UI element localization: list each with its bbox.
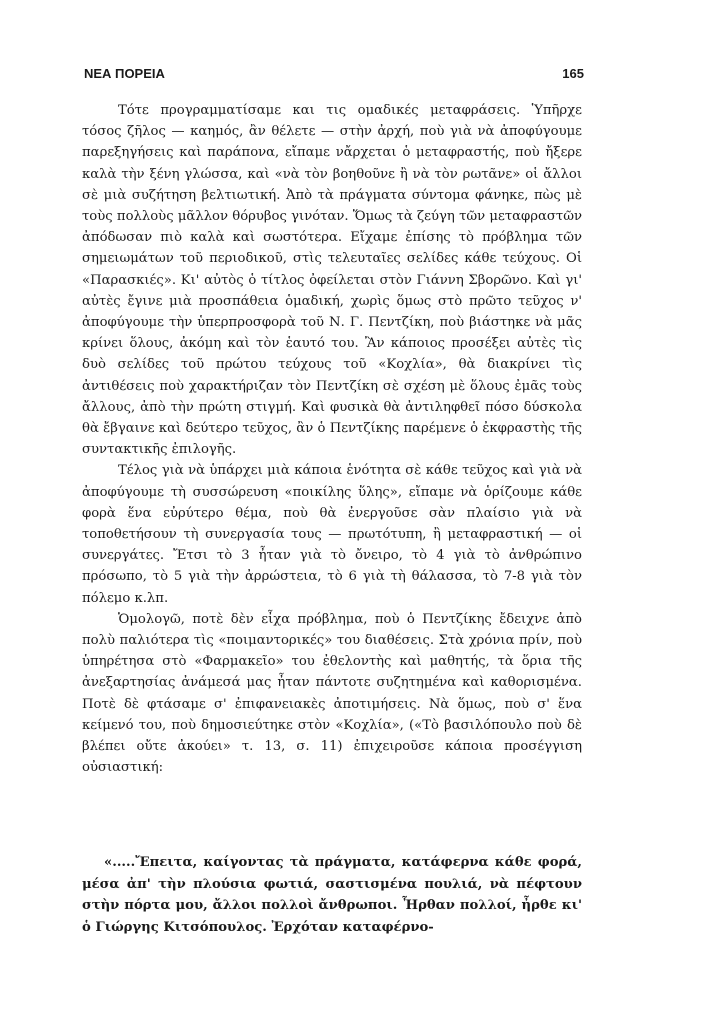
paragraph: Τέλος γιὰ νὰ ὑπάρχει μιὰ κάποια ἑνότητα σὲ κάθε τεῦχος καὶ γιὰ νὰ ἀποφύγουμε τὴ συσσώρευση «ποικίλης ὕλης», εἴπαμε νὰ ὁρίζουμε κάθε φορὰ ἕνα εὐρύτερο θέμα, ποὺ θὰ ἐνεργοῦσε σὰν πλαίσιο γιὰ νὰ τοποθετήσουν τὴ συνεργασία τους — πρωτότυπη, ἢ μεταφραστική — οἱ συνεργάτες. Ἔτσι τὸ 3 ἦταν γιὰ τὸ ὄνειρο, τὸ 4 γιὰ τὸ ἀνθρώπινο πρόσωπο, τὸ 5 γιὰ τὴν ἀρρώστεια, τὸ 6 γιὰ τὴ θάλασσα, τὸ 7-8 γιὰ τὸν πόλεμο κ.λπ. <box>82 463 582 606</box>
quote-text: «.....Ἔπειτα, καίγοντας τὰ πράγματα, κατάφερνα κάθε φορά, μέσα ἀπ' τὴν πλούσια φωτιά, σαστισμένα πουλιά, νὰ πέφτουν στὴν πόρτα μου, ἄλλοι πολλοὶ ἄνθρωποι. Ἦρθαν πολλοί, ἦρθε κι' ὁ Γιώργης Κιτσόπουλος. Ἐρχόταν καταφέρνο- <box>82 855 582 935</box>
journal-title: ΝΕΑ ΠΟΡΕΙΑ <box>84 66 165 81</box>
paragraph: Τότε προγραμματίσαμε και τις ομαδικές μεταφράσεις. Ὑπῆρχε τόσος ζῆλος — καημός, ἂν θέλετε — στὴν ἀρχή, ποὺ γιὰ νὰ ἀποφύγουμε παρεξηγήσεις καὶ παράπονα, εἴπαμε νἄρχεται ὁ μεταφραστής, ποὺ ἤξερε καλὰ τὴν ξένη γλώσσα, καὶ «νὰ τὸν βοηθοῦνε ἢ νὰ τὸν ρωτᾶνε» οἱ ἄλλοι σὲ μιὰ συζήτηση βελτιωτική. Ἀπὸ τὰ πράγματα σύντομα φάνηκε, πὼς μὲ τοὺς πολλοὺς μᾶλλον θόρυβος γινόταν. Ὅμως τὰ ζεύγη τῶν μεταφραστῶν ἀπόδωσαν πιὸ καλὰ καὶ σωστότερα. Εἴχαμε ἐπίσης τὸ πρόβλημα τῶν σημειωμάτων τοῦ περιοδικοῦ, στὶς τελευταῖες σελίδες κάθε τεύχους. Οἱ «Παρασκιές». Κι' αὐτὸς ὁ τίτλος ὀφείλεται στὸν Γιάννη Σβορῶνο. Καὶ γι' αὐτὲς ἔγινε μιὰ προσπάθεια ὁμαδική, χωρὶς ὅμως στὸ πρῶτο τεῦχος ν' ἀποφύγουμε τὴν ὑπερπροσφορὰ τοῦ Ν. Γ. Πεντζίκη, ποὺ βιάστηκε νὰ μᾶς κρίνει ὅλους, ἀκόμη καὶ τὸν ἑαυτό του. Ἂν κάποιος προσέξει αὐτὲς τὶς δυὸ σελίδες τοῦ πρώτου τεύχους τοῦ «Κοχλία», θὰ διακρίνει τὶς ἀντιθέσεις ποὺ χαρακτήριζαν τὸν Πεντζίκη σὲ σχέση μὲ ὅλους ἐμᾶς τοὺς ἄλλους, ἀπὸ τὴν πρώτη στιγμή. Καὶ φυσικὰ θὰ ἀντιληφθεῖ πόσο δύσκολα θὰ ἔβγαινε καὶ δεύτερο τεῦχος, ἂν ὁ Πεντζίκης παρέμενε ὁ ἐκφραστὴς τῆς συντακτικῆς ἐπιλογῆς. <box>82 103 582 458</box>
paragraph: Ὁμολογῶ, ποτὲ δὲν εἶχα πρόβλημα, ποὺ ὁ Πεντζίκης ἔδειχνε ἀπὸ πολὺ παλιότερα τὶς «ποιμαντορικές» του διαθέσεις. Στὰ χρόνια πρίν, ποὺ ὑπηρέτησα στὸ «Φαρμακεῖο» του ἐθελοντὴς καὶ μαθητής, τὰ ὅρια τῆς ἀνεξαρτησίας ἀνάμεσά μας ἦταν πάντοτε συζητημένα καὶ καθορισμένα. Ποτὲ δὲ φτάσαμε σ' ἐπιφανειακὲς ἀποτιμήσεις. Νὰ ὅμως, ποὺ σ' ἕνα κείμενό του, ποὺ δημοσιεύτηκε στὸν «Κοχλία», («Τὸ βασιλόπουλο ποὺ δὲ βλέπει οὔτε ἀκούει» τ. 13, σ. 11) ἐπιχειροῦσε κάποια προσέγγιση οὐσιαστική: <box>82 611 582 776</box>
article-body <box>82 100 582 779</box>
running-header <box>84 66 584 86</box>
page-number: 165 <box>562 66 584 81</box>
block-quote <box>82 852 582 938</box>
